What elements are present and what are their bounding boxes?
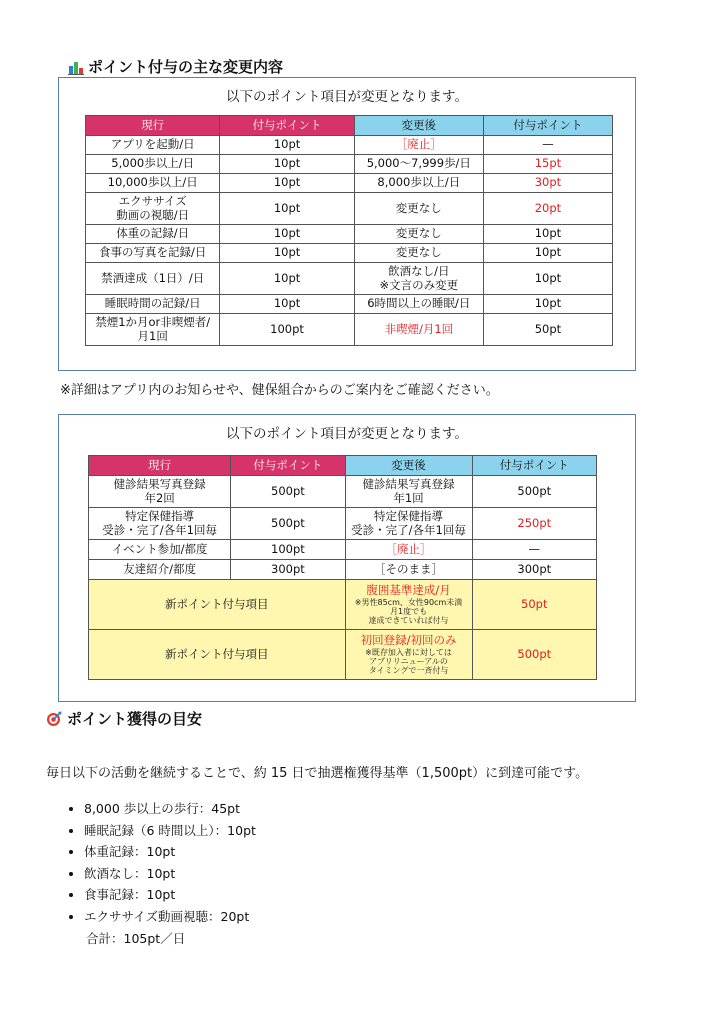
point-change-box-1 (58, 77, 636, 371)
total-points: 合計：105pt／日 (86, 931, 186, 946)
current-item-cell: 禁酒達成（1日）/日 (86, 263, 220, 295)
current-points-cell: 10pt (220, 174, 354, 193)
new-item-points-cell: 500pt (472, 630, 596, 680)
new-item-row (89, 580, 597, 630)
current-item-cell: 特定保健指導 受診・完了/各年1回毎 (89, 508, 231, 540)
new-points-cell: 10pt (483, 263, 612, 295)
new-points-cell: 300pt (472, 560, 596, 580)
new-item-cell: 変更なし (354, 244, 483, 263)
header-cell: 付与ポイント (231, 456, 345, 476)
new-points-cell: 10pt (483, 244, 612, 263)
header-cell: 付与ポイント (483, 116, 612, 136)
new-item-cell: 非喫煙/月1回 (354, 314, 483, 346)
new-item-title: 腹囲基準達成/月 (366, 582, 451, 597)
new-points-cell: 250pt (472, 508, 596, 540)
new-points-cell: — (472, 540, 596, 560)
list-item: • 体重記録：10pt (84, 841, 256, 863)
table-row (86, 136, 613, 155)
current-item-cell: 10,000歩以上/日 (86, 174, 220, 193)
table-row (86, 225, 613, 244)
header-cell: 現行 (86, 116, 220, 136)
current-points-cell: 300pt (231, 560, 345, 580)
current-item-cell: 体重の記録/日 (86, 225, 220, 244)
table-row (86, 244, 613, 263)
current-points-cell: 500pt (231, 508, 345, 540)
box2-title: 以下のポイント項目が変更となります。 (226, 426, 468, 442)
header-cell: 変更後 (345, 456, 472, 476)
section3-heading (46, 708, 202, 729)
current-points-cell: 10pt (220, 295, 354, 314)
bar-chart-icon (68, 59, 84, 75)
point-change-table-2 (88, 455, 597, 680)
new-item-cell: 健診結果写真登録 年1回 (345, 476, 472, 508)
table-row (89, 560, 597, 580)
new-item-cell: ［廃止］ (354, 136, 483, 155)
current-points-cell: 10pt (220, 136, 354, 155)
new-points-cell: 15pt (483, 155, 612, 174)
new-points-cell: 500pt (472, 476, 596, 508)
list-item: • 食事記録：10pt (84, 884, 256, 906)
target-icon (46, 711, 62, 727)
current-points-cell: 10pt (220, 263, 354, 295)
current-item-cell: イベント参加/都度 (89, 540, 231, 560)
header-cell: 変更後 (354, 116, 483, 136)
new-item-detail: ※既存加入者に対しては アプリリニューアルの タイミングで一斉付与 (365, 647, 452, 675)
list-item: • エクササイズ動画視聴：20pt (84, 906, 256, 928)
new-item-title: 初回登録/初回のみ (360, 632, 457, 647)
activity-list (60, 798, 256, 928)
new-item-cell: 特定保健指導 受診・完了/各年1回毎 (345, 508, 472, 540)
table-row (89, 540, 597, 560)
current-points-cell: 10pt (220, 244, 354, 263)
section1-heading-text: ポイント付与の主な変更内容 (88, 58, 284, 76)
current-item-cell: エクササイズ 動画の視聴/日 (86, 193, 220, 225)
new-item-cell: 6時間以上の睡眠/日 (354, 295, 483, 314)
new-item-cell: 5,000〜7,999歩/日 (354, 155, 483, 174)
new-item-cell: 変更なし (354, 193, 483, 225)
new-item-label-cell: 新ポイント付与項目 (89, 580, 346, 630)
new-item-label-cell: 新ポイント付与項目 (89, 630, 346, 680)
point-change-box-2 (58, 414, 636, 702)
current-item-cell: 健診結果写真登録 年2回 (89, 476, 231, 508)
table-row (86, 295, 613, 314)
point-change-table-1 (85, 115, 613, 346)
header-cell: 付与ポイント (472, 456, 596, 476)
new-item-cell: 変更なし (354, 225, 483, 244)
list-item: • 飲酒なし：10pt (84, 863, 256, 885)
current-points-cell: 500pt (231, 476, 345, 508)
section3-heading-text: ポイント獲得の目安 (67, 710, 203, 728)
new-points-cell: — (483, 136, 612, 155)
current-item-cell: 友達紹介/都度 (89, 560, 231, 580)
current-points-cell: 10pt (220, 193, 354, 225)
table-row (86, 193, 613, 225)
header-cell: 付与ポイント (220, 116, 354, 136)
table-row (86, 174, 613, 193)
new-item-cell: ［そのまま］ (345, 560, 472, 580)
new-item-detail-cell (345, 630, 472, 680)
table-row (89, 476, 597, 508)
current-points-cell: 100pt (220, 314, 354, 346)
section1-heading (68, 56, 283, 77)
table-row (86, 155, 613, 174)
new-item-points-cell: 50pt (472, 580, 596, 630)
current-item-cell: アプリを起動/日 (86, 136, 220, 155)
new-item-detail-cell (345, 580, 472, 630)
list-item: • 8,000 歩以上の歩行：45pt (84, 798, 256, 820)
new-points-cell: 30pt (483, 174, 612, 193)
table-row (89, 508, 597, 540)
note-text: ※詳細はアプリ内のお知らせや、健保組合からのご案内をご確認ください。 (60, 383, 499, 398)
new-item-cell: ［廃止］ (345, 540, 472, 560)
header-cell: 現行 (89, 456, 231, 476)
list-item: • 睡眠記録（6 時間以上）：10pt (84, 820, 256, 842)
current-item-cell: 5,000歩以上/日 (86, 155, 220, 174)
current-points-cell: 10pt (220, 155, 354, 174)
current-item-cell: 睡眠時間の記録/日 (86, 295, 220, 314)
goal-paragraph: 毎日以下の活動を継続することで、約 15 日で抽選権獲得基準（1,500pt）に到達可能です。 (46, 766, 589, 781)
current-item-cell: 禁煙1か月or非喫煙者/ 月1回 (86, 314, 220, 346)
new-item-detail: ※男性85cm、女性90cm未満 月1度でも 達成できていれば付与 (354, 597, 463, 625)
new-item-cell: 飲酒なし/日 ※文言のみ変更 (354, 263, 483, 295)
current-points-cell: 100pt (231, 540, 345, 560)
new-item-cell: 8,000歩以上/日 (354, 174, 483, 193)
table-row (86, 263, 613, 295)
box1-title: 以下のポイント項目が変更となります。 (226, 89, 468, 105)
new-points-cell: 20pt (483, 193, 612, 225)
current-item-cell: 食事の写真を記録/日 (86, 244, 220, 263)
new-points-cell: 50pt (483, 314, 612, 346)
current-points-cell: 10pt (220, 225, 354, 244)
new-points-cell: 10pt (483, 295, 612, 314)
new-item-row (89, 630, 597, 680)
table-row (86, 314, 613, 346)
new-points-cell: 10pt (483, 225, 612, 244)
